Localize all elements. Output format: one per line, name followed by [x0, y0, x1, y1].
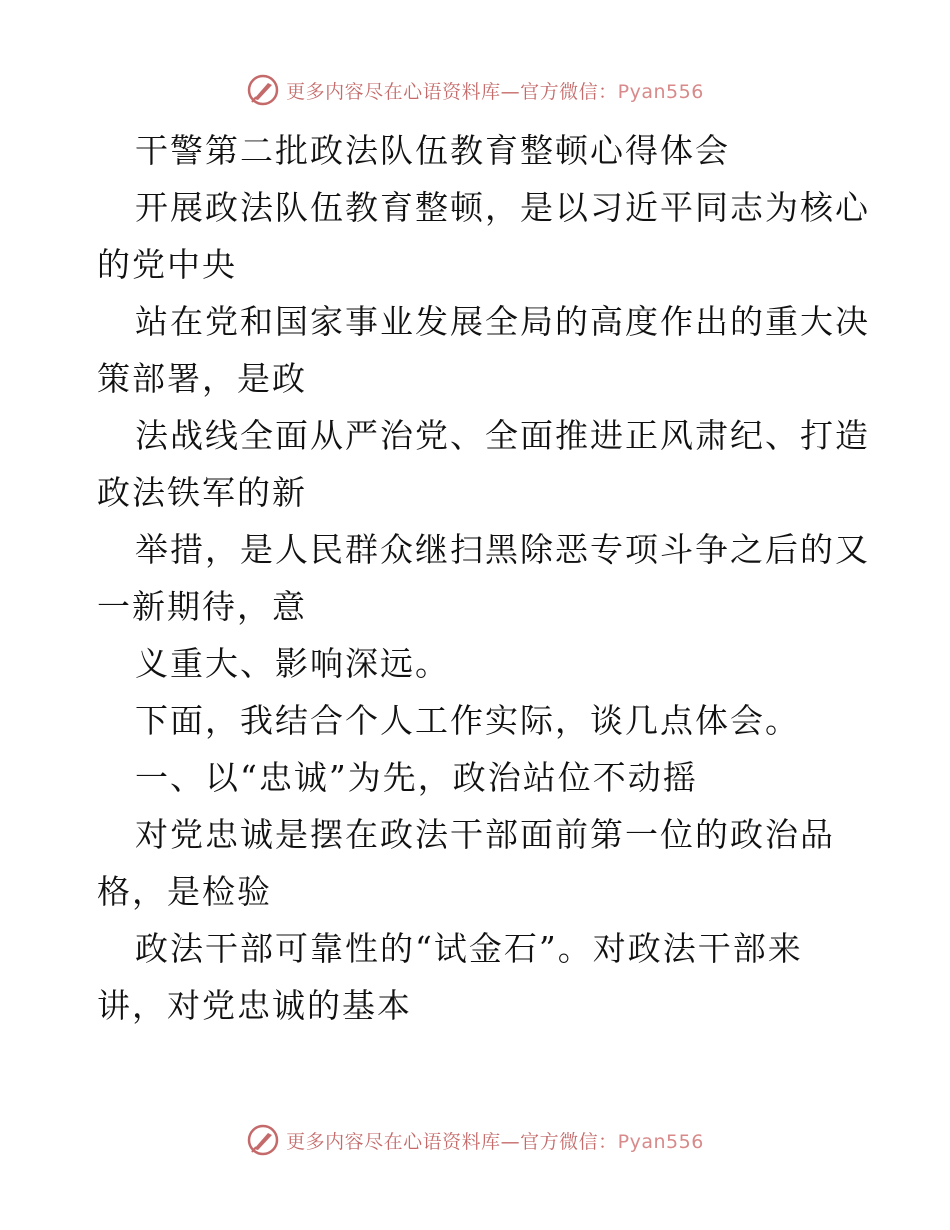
- text-line: 下面，我结合个人工作实际，谈几点体会。: [135, 701, 800, 740]
- text-line: 策部署，是政: [97, 359, 307, 398]
- header-watermark: [0, 70, 950, 110]
- text-line: 法战线全面从严治党、全面推进正风肃纪、打造: [135, 416, 870, 455]
- text-line: 举措，是人民群众继扫黑除恶专项斗争之后的又: [135, 530, 870, 569]
- quill-pen-logo-icon: [246, 73, 280, 107]
- text-line: 站在党和国家事业发展全局的高度作出的重大决: [135, 302, 870, 341]
- watermark-wechat-id: Pyan556: [617, 1130, 704, 1153]
- text-line: 一新期待，意: [97, 587, 307, 626]
- text-line: 干警第二批政法队伍教育整顿心得体会: [135, 131, 730, 170]
- watermark-prefix: 更多内容尽在心语资料库—官方微信：: [286, 80, 618, 103]
- text-line: 开展政法队伍教育整顿，是以习近平同志为核心: [135, 188, 870, 227]
- watermark-text: [286, 77, 704, 104]
- text-line: 讲，对党忠诚的基本: [97, 986, 412, 1025]
- footer-watermark: [0, 1120, 950, 1160]
- text-line: 义重大、影响深远。: [135, 644, 450, 683]
- text-line: 格，是检验: [97, 872, 272, 911]
- watermark-text: [286, 1127, 704, 1154]
- text-line: 政法干部可靠性的“试金石”。对政法干部来: [135, 929, 803, 968]
- document-body: [97, 122, 870, 1034]
- text-line: 一、以“忠诚”为先，政治站位不动摇: [135, 758, 698, 797]
- watermark-wechat-id: Pyan556: [617, 80, 704, 103]
- text-line: 的党中央: [97, 245, 237, 284]
- quill-pen-logo-icon: [246, 1123, 280, 1157]
- watermark-prefix: 更多内容尽在心语资料库—官方微信：: [286, 1130, 618, 1153]
- text-line: 对党忠诚是摆在政法干部面前第一位的政治品: [135, 815, 835, 854]
- text-line: 政法铁军的新: [97, 473, 307, 512]
